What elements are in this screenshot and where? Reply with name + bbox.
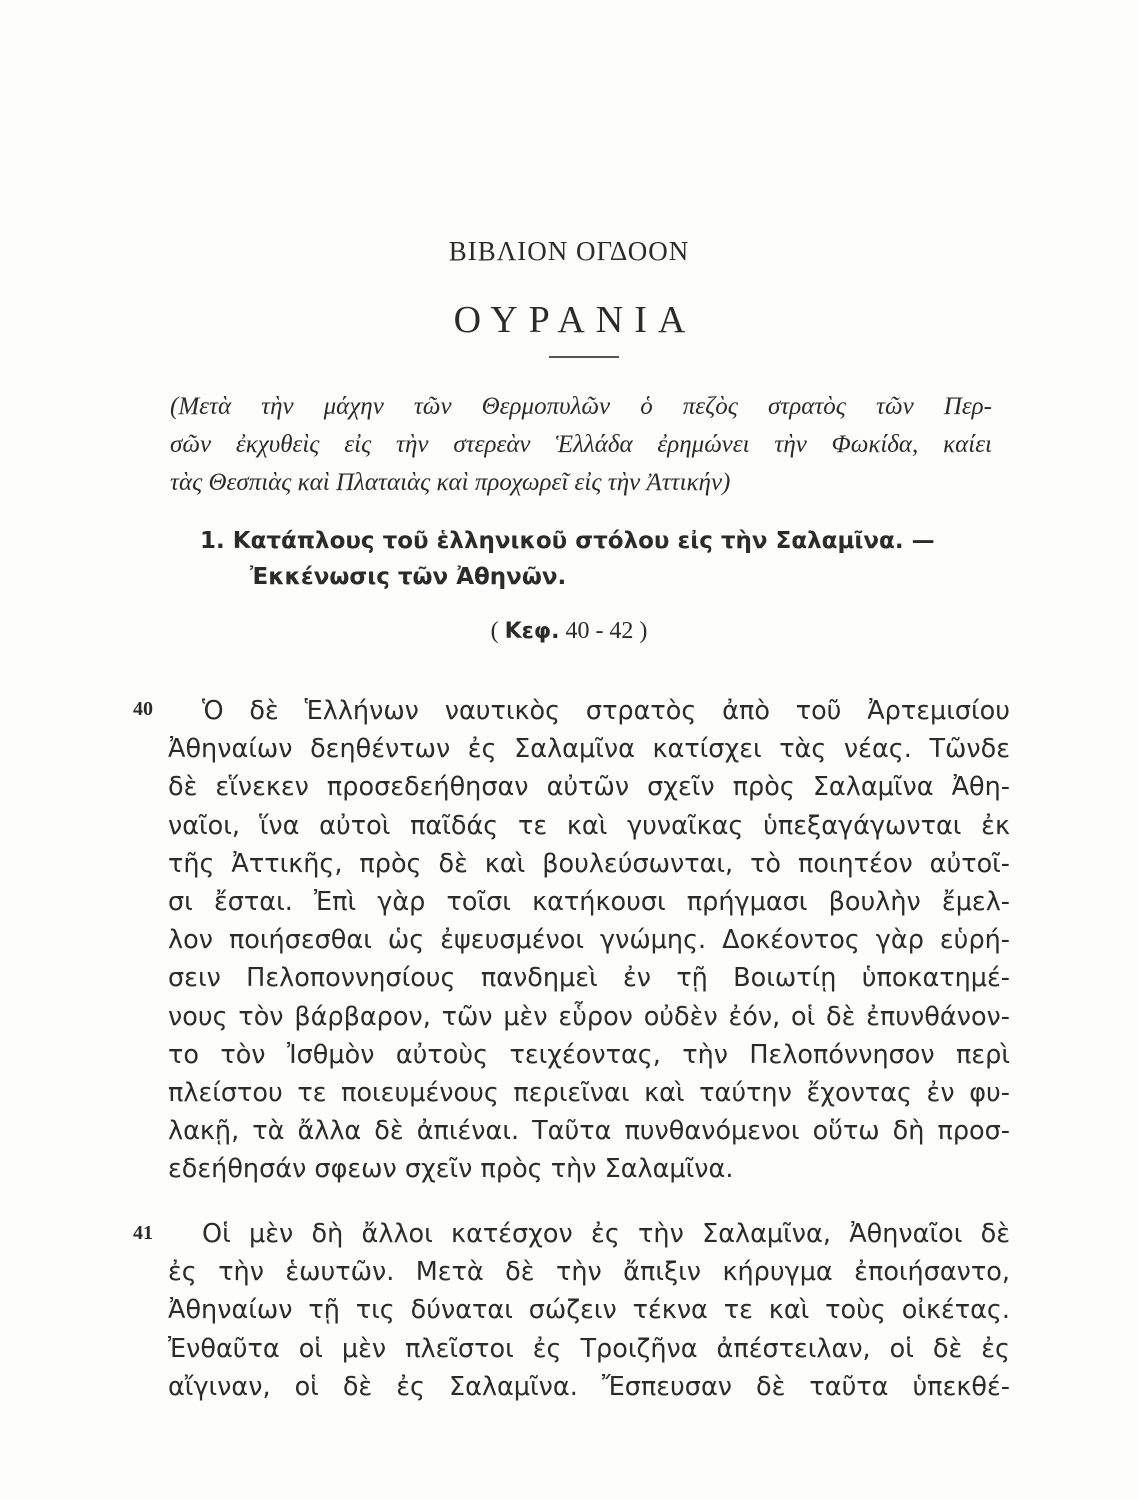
text-line: Ὁ δὲ Ἑλλήνων ναυτικὸς στρατὸς ἀπὸ τοῦ Ἀρτεμισίου xyxy=(202,696,1010,726)
section-heading-line: Ἐκκένωσις τῶν Ἀθηνῶν. xyxy=(250,564,567,590)
chapter-reference xyxy=(0,618,1138,645)
summary-line: τὰς Θεσπιὰς καὶ Πλαταιὰς καὶ προχωρεῖ εἰς τὴν Ἀττικήν) xyxy=(170,469,731,496)
text-line: λον ποιήσεσθαι ὡς ἐψευσμένοι γνώμης. Δοκέοντος γὰρ εὑρή- xyxy=(168,925,1010,956)
book-summary xyxy=(170,388,992,502)
chapter-ref-label: Κεφ. xyxy=(504,619,560,644)
main-title: ΟΥΡΑΝΙΑ xyxy=(453,299,697,341)
text-line: Ἀθηναίων δεηθέντων ἐς Σαλαμῖνα κατίσχει τὰς νέας. Τῶνδε xyxy=(168,734,1010,765)
text-line: λακῇ, τὰ ἄλλα δὲ ἀπιέναι. Ταῦτα πυνθανόμενοι οὕτω δὴ προσ- xyxy=(168,1116,1010,1147)
text-line: τῆς Ἀττικῆς, πρὸς δὲ καὶ βουλεύσωνται, τὸ ποιητέον αὐτοῖ- xyxy=(168,848,1010,879)
book-title: ΒΙΒΛΙΟΝ ΟΓΔΟΟΝ xyxy=(448,236,690,266)
section-heading xyxy=(200,523,990,595)
text-line: το τὸν Ἰσθμὸν αὐτοὺς τειχέοντας, τὴν Πελοπόννησον περὶ xyxy=(168,1039,1010,1070)
chapter-ref-open: ( xyxy=(490,618,505,644)
text-line: σειν Πελοποννησίους πανδημεὶ ἐν τῇ Βοιωτίῃ ὑποκατημέ- xyxy=(168,963,1010,994)
text-line: δὲ εἵνεκεν προσεδεήθησαν αὐτῶν σχεῖν πρὸς Σαλαμῖνα Ἀθη- xyxy=(168,772,1010,803)
title-divider xyxy=(549,356,619,358)
text-line: νους τὸν βάρβαρον, τῶν μὲν εὗρον οὐδὲν ἐόν, οἱ δὲ ἐπυνθάνον- xyxy=(168,1001,1010,1032)
paragraph-40 xyxy=(168,692,1010,1189)
text-line: εδεήθησάν σφεων σχεῖν πρὸς τὴν Σαλαμῖνα. xyxy=(168,1154,734,1185)
text-line: Ἐνθαῦτα οἱ μὲν πλεῖστοι ἐς Τροιζῆνα ἀπέστειλαν, οἱ δὲ ἐς xyxy=(168,1333,1010,1364)
text-line: Οἱ μὲν δὴ ἄλλοι κατέσχον ἐς τὴν Σαλαμῖνα, Ἀθηναῖοι δὲ xyxy=(202,1219,1010,1249)
text-line: Ἀθηναίων τῇ τις δύναται σώζειν τέκνα τε καὶ τοὺς οἰκέτας. xyxy=(168,1295,1010,1326)
text-line: πλείστου τε ποιευμένους περιεῖναι καὶ ταύτην ἔχοντας ἐν φυ- xyxy=(168,1078,1010,1109)
summary-line: σῶν ἐκχυθεὶς εἰς τὴν στερεὰν Ἑλλάδα ἐρημώνει τὴν Φωκίδα, καίει xyxy=(170,431,992,458)
text-line: αἴγιναν, οἱ δὲ ἐς Σαλαμῖνα. Ἔσπευσαν δὲ ταῦτα ὑπεκθέ- xyxy=(168,1371,1010,1402)
text-line: ἐς τὴν ἑωυτῶν. Μετὰ δὲ τὴν ἄπιξιν κήρυγμα ἐποιήσαντο, xyxy=(168,1257,1010,1288)
summary-line: (Μετὰ τὴν μάχην τῶν Θερμοπυλῶν ὁ πεζὸς στρατὸς τῶν Περ- xyxy=(170,393,992,420)
text-line: σι ἔσται. Ἐπὶ γὰρ τοῖσι κατήκουσι πρήγμασι βουλὴν ἔμελ- xyxy=(168,887,1010,918)
chapter-number: 40 xyxy=(133,698,153,720)
text-line: ναῖοι, ἵνα αὐτοὶ παῖδάς τε καὶ γυναῖκας ὑπεξαγάγωνται ἐκ xyxy=(168,810,1010,841)
paragraph-41 xyxy=(168,1215,1010,1406)
section-heading-line: 1. Κατάπλους τοῦ ἑλληνικοῦ στόλου εἰς τὴν Σαλαμῖνα. — xyxy=(200,528,935,554)
chapter-number: 41 xyxy=(133,1222,153,1244)
chapter-ref-range: 40 - 42 ) xyxy=(559,618,648,644)
